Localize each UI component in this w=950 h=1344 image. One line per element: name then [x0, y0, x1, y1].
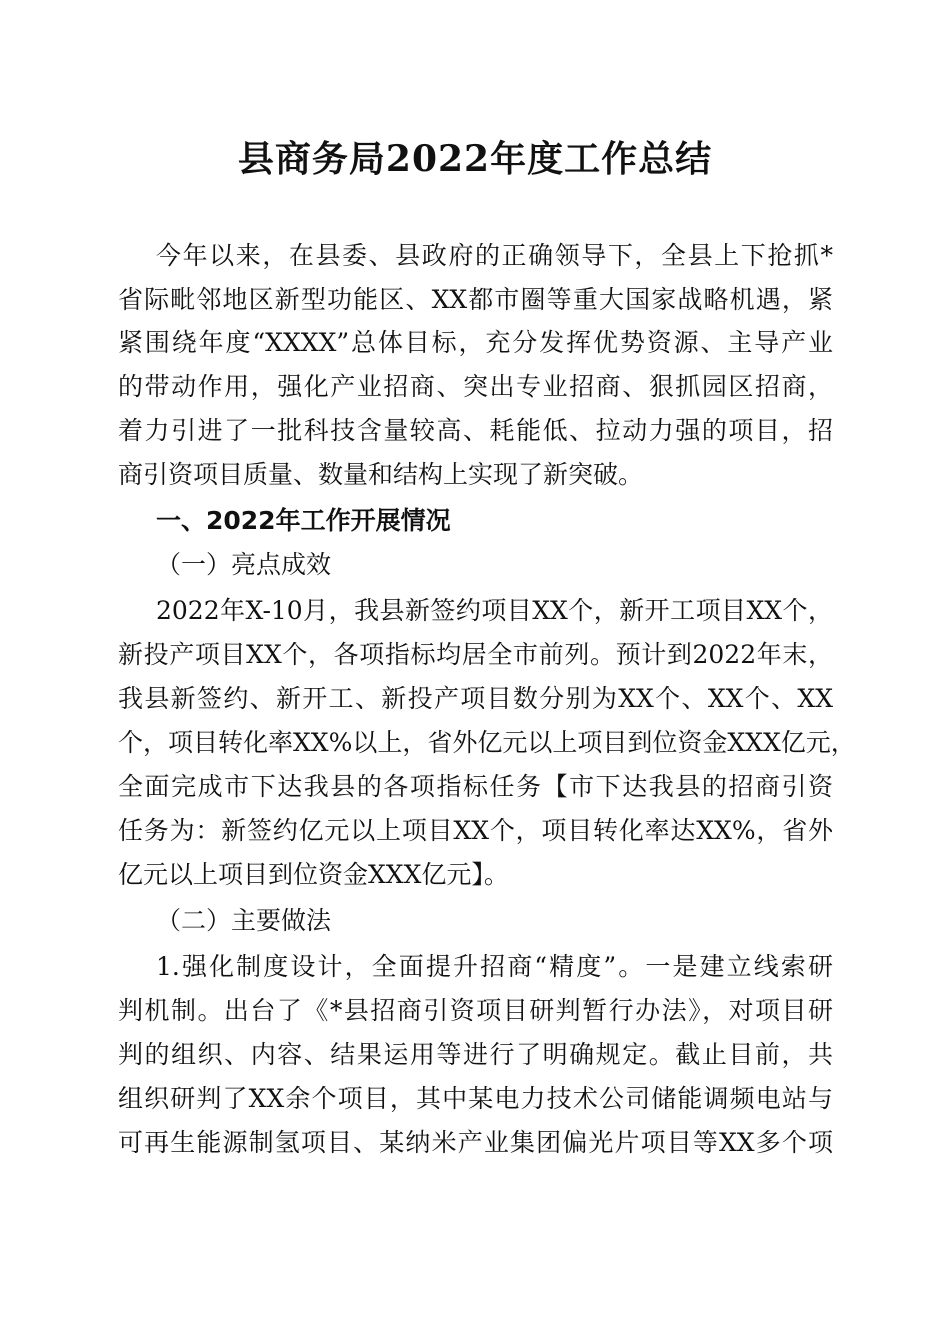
results-paragraph-line: 亿元以上项目到位资金XXX亿元】。: [118, 860, 509, 889]
results-paragraph-line: 全面完成市下达我县的各项指标任务【市下达我县的招商引资: [118, 772, 833, 801]
results-paragraph-line: 新投产项目XX个，各项指标均居全市前列。预计到2022年末，: [118, 640, 833, 669]
methods-paragraph-line: 1.强化制度设计，全面提升招商“精度”。一是建立线索研: [156, 952, 833, 981]
methods-paragraph-line: 判的组织、内容、结果运用等进行了明确规定。截止目前，共: [118, 1040, 833, 1069]
methods-paragraph-line: 组织研判了XX余个项目，其中某电力技术公司储能调频电站与: [118, 1084, 833, 1113]
section-heading: 一、2022年工作开展情况: [156, 506, 451, 535]
intro-paragraph-line: 省际毗邻地区新型功能区、XX都市圈等重大国家战略机遇，紧: [118, 285, 833, 314]
intro-paragraph-line: 的带动作用，强化产业招商、突出专业招商、狠抓园区招商，: [118, 372, 833, 401]
intro-paragraph-line: 着力引进了一批科技含量较高、耗能低、拉动力强的项目，招: [118, 416, 833, 445]
results-paragraph-line: 个，项目转化率XX%以上，省外亿元以上项目到位资金XXX亿元，: [118, 728, 856, 757]
results-paragraph-line: 我县新签约、新开工、新投产项目数分别为XX个、XX个、XX: [118, 684, 833, 713]
results-paragraph-line: 2022年X-10月，我县新签约项目XX个，新开工项目XX个，: [156, 596, 833, 625]
intro-paragraph-line: 今年以来，在县委、县政府的正确领导下，全县上下抢抓*: [156, 241, 833, 270]
methods-paragraph-line: 可再生能源制氢项目、某纳米产业集团偏光片项目等XX多个项: [118, 1128, 833, 1157]
subsection-heading-methods: （二）主要做法: [156, 906, 332, 935]
methods-paragraph-line: 判机制。出台了《*县招商引资项目研判暂行办法》，对项目研: [118, 996, 833, 1025]
intro-paragraph-line: 紧围绕年度“XXXX”总体目标，充分发挥优势资源、主导产业: [118, 328, 833, 357]
document-title: 县商务局2022年度工作总结: [237, 138, 713, 180]
results-paragraph-line: 任务为：新签约亿元以上项目XX个，项目转化率达XX%，省外: [118, 816, 833, 845]
intro-paragraph-line: 商引资项目质量、数量和结构上实现了新突破。: [118, 460, 644, 489]
subsection-heading-highlights: （一）亮点成效: [156, 550, 332, 579]
